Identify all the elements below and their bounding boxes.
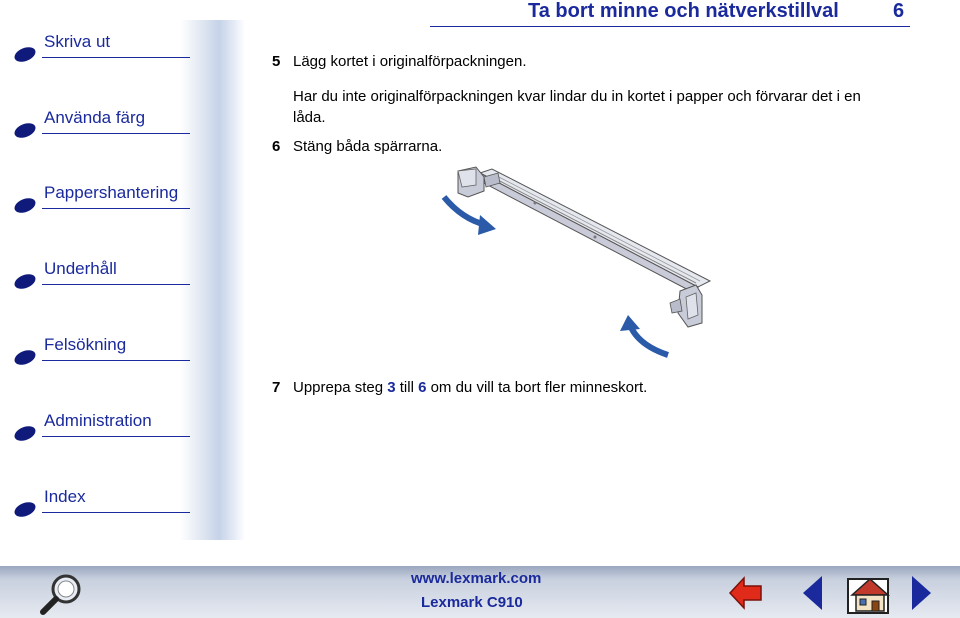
step-text: Stäng båda spärrarna. — [293, 138, 443, 155]
triangle-left-icon[interactable] — [800, 574, 824, 612]
bullet-icon — [12, 271, 37, 291]
bullet-icon — [12, 499, 37, 519]
sidebar-nav — [0, 0, 245, 560]
sidebar-item-administration[interactable] — [10, 407, 182, 447]
house-icon[interactable] — [846, 573, 894, 615]
step-number: 5 — [272, 53, 281, 70]
bullet-icon — [12, 44, 37, 64]
sidebar-item-label: Skriva ut — [44, 32, 111, 51]
sidebar-item-label: Index — [44, 487, 86, 506]
magnifier-icon[interactable] — [38, 572, 86, 616]
triangle-right-icon[interactable] — [910, 574, 934, 612]
divider — [42, 208, 190, 209]
red-arrow-left-icon[interactable] — [728, 574, 764, 612]
bullet-icon — [12, 195, 37, 215]
sidebar-item-felsokning[interactable] — [10, 331, 182, 371]
page-title: Ta bort minne och nätverkstillval — [528, 0, 839, 22]
sidebar-item-anvanda-farg[interactable] — [10, 104, 182, 144]
step-text-part: om du vill ta bort fler minneskort. — [426, 379, 648, 396]
memory-connector-illustration — [440, 163, 720, 358]
sidebar-shadow — [180, 20, 245, 540]
sidebar-item-label: Pappershantering — [44, 183, 179, 202]
footer-url-link[interactable]: www.lexmark.com — [411, 570, 542, 587]
divider — [42, 512, 190, 513]
sidebar-item-label: Administration — [44, 411, 152, 430]
sidebar-item-pappershantering[interactable] — [10, 179, 182, 219]
bullet-icon — [12, 347, 37, 367]
sidebar-item-index[interactable] — [10, 483, 182, 523]
step-text-part: till — [395, 379, 419, 396]
sidebar-item-underhall[interactable] — [10, 255, 182, 295]
bullet-icon — [12, 120, 37, 140]
divider — [42, 284, 190, 285]
step-reference-link[interactable]: 6 — [418, 379, 427, 396]
page-number: 6 — [893, 0, 905, 22]
sidebar-item-label: Underhåll — [44, 259, 117, 278]
note-text: Har du inte originalförpackningen kvar lindar du in kortet i papper och förvarar det i en låda. — [293, 88, 861, 126]
divider — [42, 133, 190, 134]
footer-product-name: Lexmark C910 — [421, 594, 523, 611]
sidebar-item-label: Felsökning — [44, 335, 127, 354]
sidebar-item-skriva-ut[interactable] — [10, 28, 182, 68]
bullet-icon — [12, 423, 37, 443]
step-number: 6 — [272, 138, 281, 155]
header-divider — [430, 26, 910, 27]
sidebar-item-label: Använda färg — [44, 108, 146, 127]
step-text: Lägg kortet i originalförpackningen. — [293, 53, 527, 70]
divider — [42, 57, 190, 58]
step-text — [293, 379, 647, 396]
divider — [42, 436, 190, 437]
step-number: 7 — [272, 379, 281, 396]
step-reference-link[interactable]: 3 — [387, 379, 396, 396]
step-text-part: Upprepa steg — [293, 379, 388, 396]
divider — [42, 360, 190, 361]
